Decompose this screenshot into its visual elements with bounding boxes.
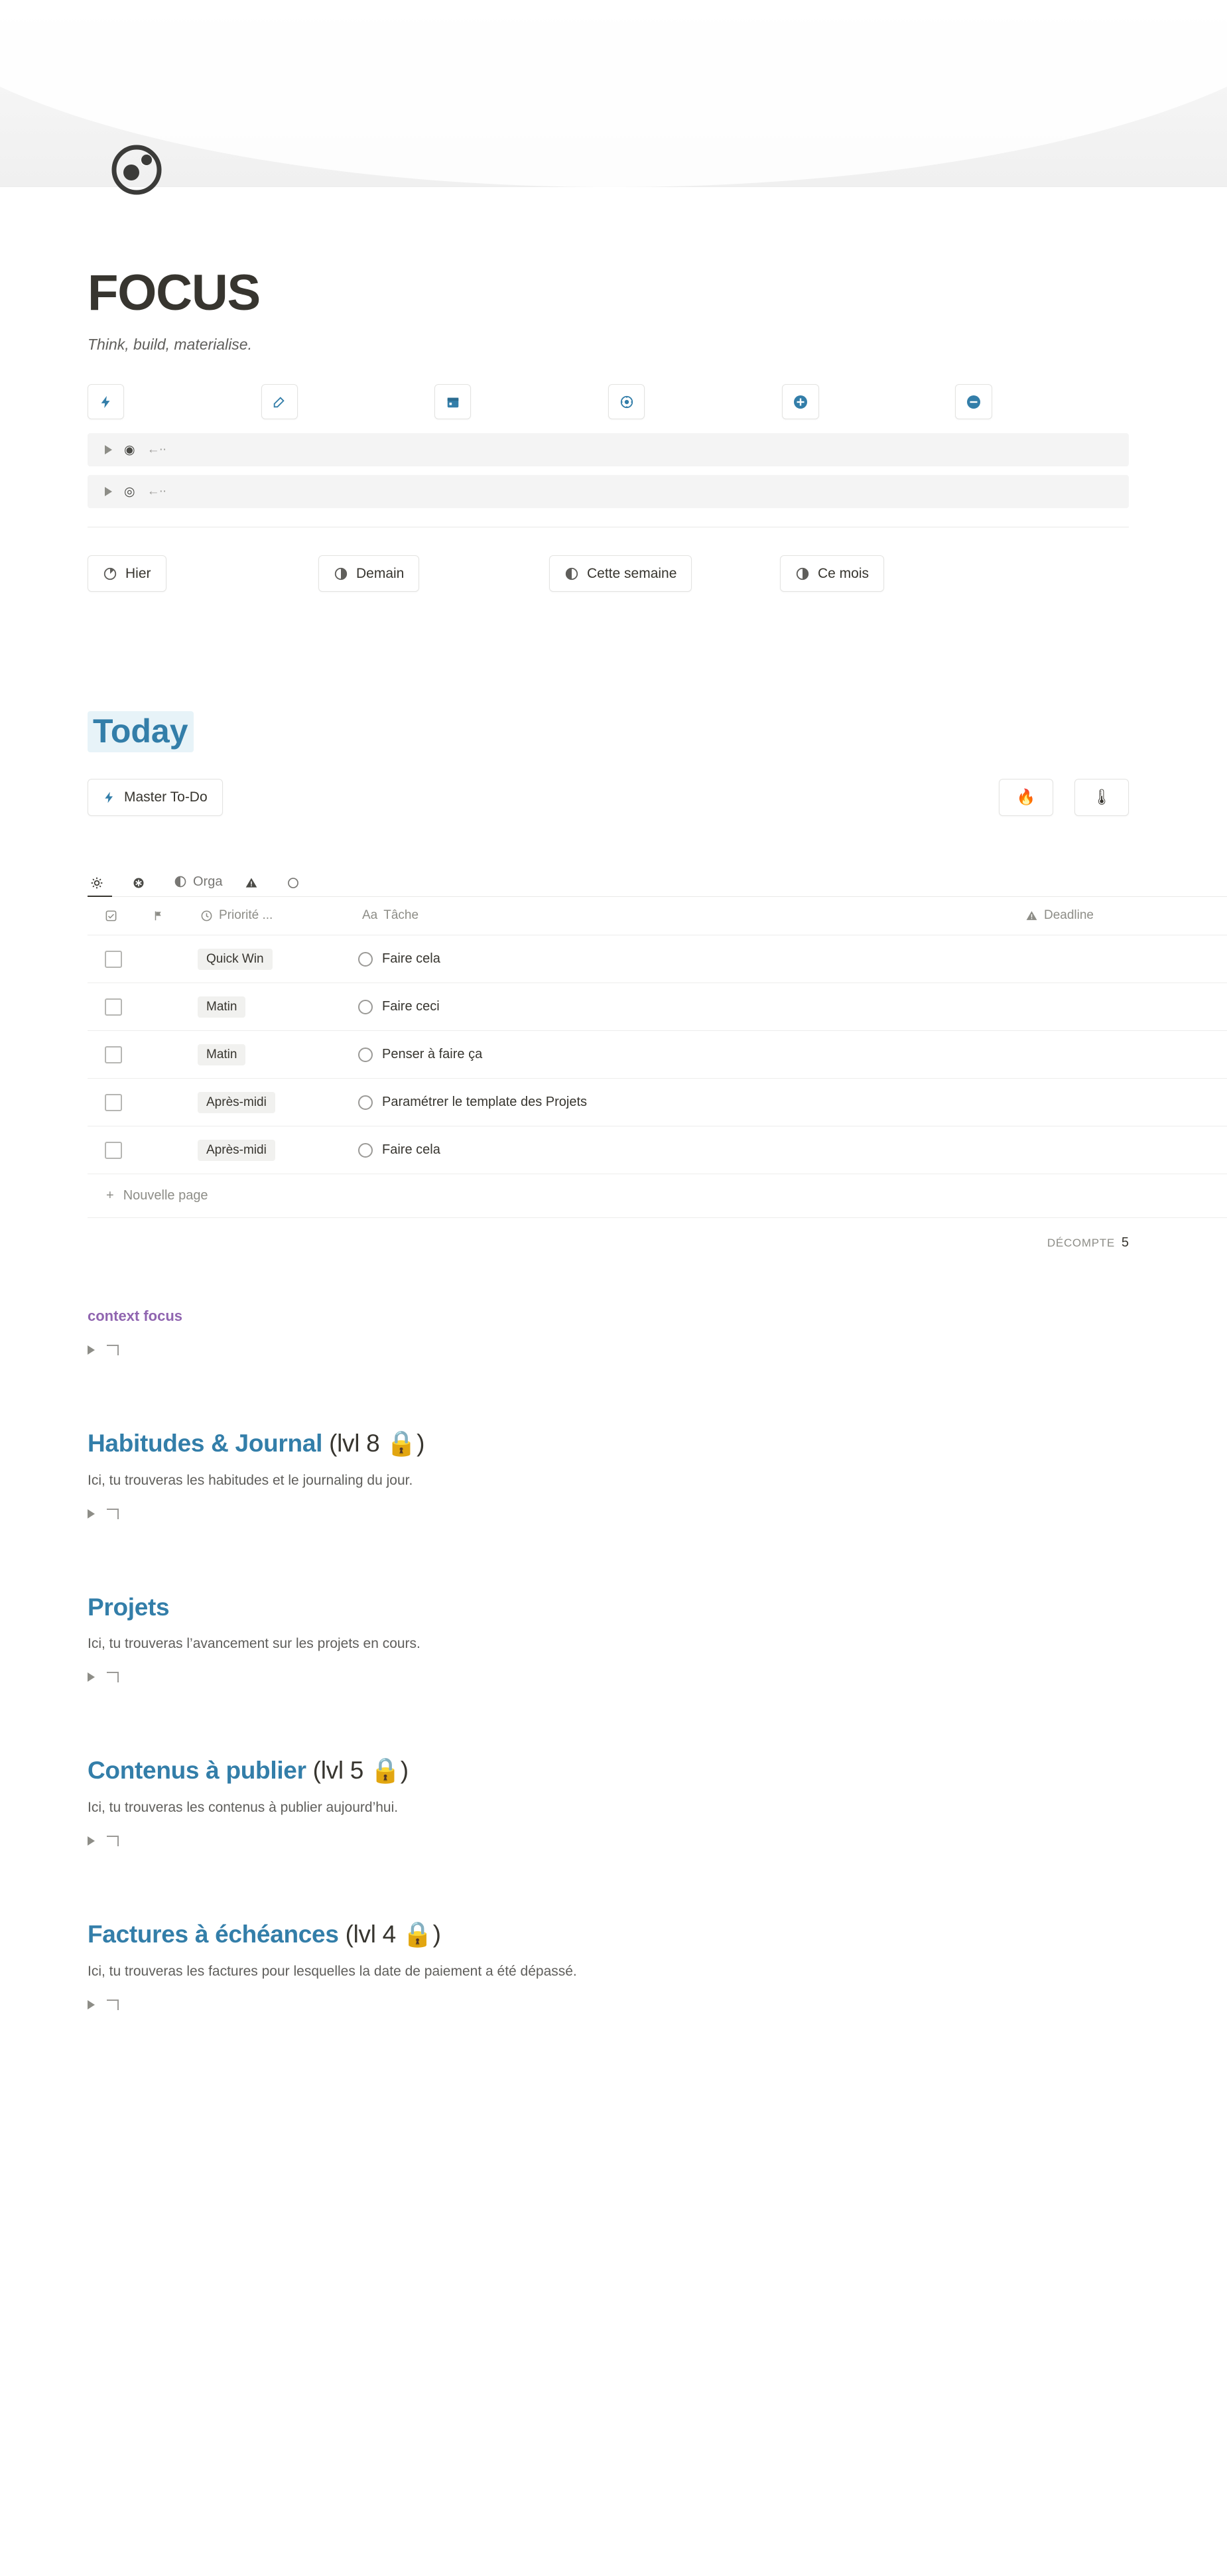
row-flag-cell[interactable] xyxy=(138,1126,183,1174)
table-row[interactable] xyxy=(88,983,1227,1031)
period-button-hier[interactable] xyxy=(88,555,166,592)
thermometer-button[interactable]: 🌡 xyxy=(1074,779,1129,816)
row-priority-cell[interactable] xyxy=(183,1079,345,1126)
page-subtitle: Think, build, materialise. xyxy=(88,336,252,353)
section-level-badge: (lvl 8 🔒) xyxy=(329,1430,425,1457)
period-label: Ce mois xyxy=(818,565,870,581)
task-title: Faire cela xyxy=(382,1142,440,1157)
tasks-table xyxy=(88,897,1227,1175)
task-title: Paramétrer le template des Projets xyxy=(382,1095,588,1109)
header-deadline[interactable] xyxy=(1008,897,1227,935)
fire-button[interactable]: 🔥 xyxy=(999,779,1053,816)
count-summary[interactable] xyxy=(88,1235,1129,1251)
section-title-text: Habitudes & Journal xyxy=(88,1430,330,1457)
row-flag-cell[interactable] xyxy=(138,935,183,983)
moon-icon xyxy=(174,875,187,888)
edit-icon xyxy=(272,395,287,409)
row-checkbox[interactable] xyxy=(105,1142,122,1159)
tab-asterisk[interactable] xyxy=(132,876,151,896)
task-title: Faire cela xyxy=(382,951,440,966)
projets-toggle[interactable] xyxy=(88,1672,1129,1682)
table-header-row xyxy=(88,897,1227,935)
target-small-icon: ◎ xyxy=(124,484,135,499)
habitudes-toggle[interactable] xyxy=(88,1509,1129,1519)
row-flag-cell[interactable] xyxy=(138,1079,183,1126)
section-title-contenus xyxy=(88,1757,1129,1785)
row-deadline-cell[interactable] xyxy=(1008,935,1227,983)
plus-circle-icon xyxy=(793,394,808,410)
corner-bracket-icon xyxy=(107,1509,119,1519)
calendar-button[interactable] xyxy=(434,384,471,419)
new-page-button[interactable] xyxy=(88,1174,1227,1218)
section-desc-habitudes: Ici, tu trouveras les habitudes et le journaling du jour. xyxy=(88,1473,413,1488)
lightning-button[interactable] xyxy=(88,384,124,419)
toolbar xyxy=(88,384,1129,419)
period-button-ce-mois[interactable] xyxy=(780,555,884,592)
minus-circle-button[interactable] xyxy=(955,384,992,419)
priority-tag: Matin xyxy=(198,996,245,1018)
header-task[interactable] xyxy=(345,897,1008,935)
header-flag[interactable] xyxy=(138,897,183,935)
section-level-badge: (lvl 5 🔒) xyxy=(312,1757,409,1784)
clock-half-icon xyxy=(795,567,810,581)
row-flag-cell[interactable] xyxy=(138,1031,183,1079)
row-checkbox-cell[interactable] xyxy=(88,1126,138,1174)
master-todo-row xyxy=(88,779,1129,816)
flag-icon xyxy=(153,910,164,922)
clock-half-icon xyxy=(564,567,579,581)
section-title-text: Contenus à publier xyxy=(88,1757,313,1784)
compass-icon xyxy=(619,395,634,409)
period-button-cette-semaine[interactable] xyxy=(549,555,692,592)
section-level-badge: (lvl 4 🔒) xyxy=(345,1921,441,1948)
chevron-right-icon[interactable] xyxy=(105,487,112,496)
period-label: Hier xyxy=(125,565,151,581)
toggle-block-1[interactable] xyxy=(88,433,1129,466)
period-label: Demain xyxy=(356,565,405,581)
tab-orga[interactable] xyxy=(174,874,222,896)
section-title-text: Projets xyxy=(88,1593,170,1621)
text-type-icon: Aa xyxy=(362,908,378,923)
period-label: Cette semaine xyxy=(587,565,677,581)
status-circle-icon xyxy=(358,952,373,967)
page-title: FOCUS xyxy=(88,265,260,321)
section-title-habitudes xyxy=(88,1430,1129,1458)
table-row[interactable] xyxy=(88,1126,1227,1174)
corner-bracket-icon xyxy=(107,1836,119,1846)
context-focus-toggle[interactable] xyxy=(88,1345,1129,1355)
sun-icon xyxy=(90,876,103,890)
status-circle-icon xyxy=(358,1000,373,1014)
page-cover xyxy=(0,0,1227,187)
header-task-label: Tâche xyxy=(383,908,419,923)
plus-icon: + xyxy=(106,1188,114,1203)
toggle-block-2[interactable] xyxy=(88,475,1129,508)
checkbox-icon xyxy=(105,910,117,922)
lightning-icon xyxy=(99,395,113,409)
row-priority-cell[interactable] xyxy=(183,1031,345,1079)
warning-icon xyxy=(1025,910,1038,922)
count-value: 5 xyxy=(1121,1235,1129,1250)
arrow-left-icon: ←·· xyxy=(147,442,166,456)
row-checkbox-cell[interactable] xyxy=(88,983,138,1031)
header-deadline-label: Deadline xyxy=(1044,908,1094,923)
section-title-factures xyxy=(88,1921,1129,1949)
target-icon[interactable] xyxy=(105,138,168,202)
row-checkbox-cell[interactable] xyxy=(88,1031,138,1079)
tab-sun[interactable] xyxy=(90,876,109,896)
priority-tag: Après-midi xyxy=(198,1092,275,1113)
row-deadline-cell[interactable] xyxy=(1008,983,1227,1031)
edit-button[interactable] xyxy=(261,384,298,419)
priority-tag: Quick Win xyxy=(198,949,273,970)
plus-circle-button[interactable] xyxy=(782,384,819,419)
row-task-cell[interactable] xyxy=(345,1079,1008,1126)
row-checkbox[interactable] xyxy=(105,1046,122,1063)
new-page-label: Nouvelle page xyxy=(123,1188,208,1203)
header-checkbox[interactable] xyxy=(88,897,138,935)
table-row[interactable] xyxy=(88,1031,1227,1079)
cover-divider xyxy=(0,186,1227,187)
row-priority-cell[interactable] xyxy=(183,1126,345,1174)
corner-bracket-icon xyxy=(107,1672,119,1682)
section-title-projets xyxy=(88,1593,1129,1621)
database-view-tabs xyxy=(88,861,1227,897)
row-task-cell[interactable] xyxy=(345,1126,1008,1174)
row-checkbox[interactable] xyxy=(105,951,122,968)
priority-tag: Après-midi xyxy=(198,1140,275,1161)
master-todo-button[interactable] xyxy=(88,779,223,816)
compass-button[interactable] xyxy=(608,384,645,419)
chevron-right-icon[interactable] xyxy=(88,1509,95,1519)
row-deadline-cell[interactable] xyxy=(1008,1079,1227,1126)
row-task-cell[interactable] xyxy=(345,935,1008,983)
chevron-right-icon[interactable] xyxy=(105,445,112,454)
today-heading: Today xyxy=(88,711,194,752)
table-row[interactable] xyxy=(88,1079,1227,1126)
factures-toggle[interactable] xyxy=(88,2000,1129,2010)
header-priority-label: Priorité ... xyxy=(219,908,273,923)
master-todo-label: Master To-Do xyxy=(124,789,208,805)
tab-warning[interactable] xyxy=(245,876,264,896)
count-label: DÉCOMPTE xyxy=(1047,1236,1115,1249)
record-icon: ◉ xyxy=(124,442,135,457)
status-circle-icon xyxy=(358,1095,373,1110)
chevron-right-icon[interactable] xyxy=(88,2000,95,2009)
tasks-database xyxy=(88,861,1227,1219)
row-priority-cell[interactable] xyxy=(183,983,345,1031)
contenus-toggle[interactable] xyxy=(88,1836,1129,1846)
chevron-right-icon[interactable] xyxy=(88,1345,95,1355)
clock-icon xyxy=(200,910,213,922)
minus-circle-icon xyxy=(966,394,982,410)
row-checkbox-cell[interactable] xyxy=(88,1079,138,1126)
task-title: Faire ceci xyxy=(382,999,440,1014)
tab-label: Orga xyxy=(193,874,223,889)
warning-icon xyxy=(245,876,258,890)
section-title-text: Factures à échéances xyxy=(88,1921,346,1948)
period-button-demain[interactable] xyxy=(318,555,419,592)
priority-tag: Matin xyxy=(198,1044,245,1065)
row-checkbox-cell[interactable] xyxy=(88,935,138,983)
row-priority-cell[interactable] xyxy=(183,935,345,983)
header-priority[interactable] xyxy=(183,897,345,935)
row-task-cell[interactable] xyxy=(345,1031,1008,1079)
task-title: Penser à faire ça xyxy=(382,1047,483,1061)
context-focus-link[interactable]: context focus xyxy=(88,1308,183,1324)
row-checkbox[interactable] xyxy=(105,1094,122,1111)
corner-bracket-icon xyxy=(107,1345,119,1355)
tab-circle[interactable] xyxy=(287,876,306,896)
lightning-icon xyxy=(103,791,116,804)
clock-quarter-icon xyxy=(103,567,117,581)
circle-icon xyxy=(287,876,300,890)
row-flag-cell[interactable] xyxy=(138,983,183,1031)
asterisk-icon xyxy=(132,876,145,890)
row-task-cell[interactable] xyxy=(345,983,1008,1031)
arrow-left-icon: ←·· xyxy=(147,484,166,498)
row-deadline-cell[interactable] xyxy=(1008,1031,1227,1079)
clock-half-icon xyxy=(334,567,348,581)
row-checkbox[interactable] xyxy=(105,998,122,1016)
chevron-right-icon[interactable] xyxy=(88,1836,95,1846)
chevron-right-icon[interactable] xyxy=(88,1672,95,1682)
section-desc-contenus: Ici, tu trouveras les contenus à publier aujourd’hui. xyxy=(88,1800,399,1815)
section-desc-projets: Ici, tu trouveras l’avancement sur les projets en cours. xyxy=(88,1636,420,1651)
table-row[interactable] xyxy=(88,935,1227,983)
status-circle-icon xyxy=(358,1048,373,1062)
period-buttons xyxy=(88,555,1129,592)
corner-bracket-icon xyxy=(107,2000,119,2010)
calendar-icon xyxy=(446,395,460,409)
row-deadline-cell[interactable] xyxy=(1008,1126,1227,1174)
status-circle-icon xyxy=(358,1143,373,1158)
section-desc-factures: Ici, tu trouveras les factures pour lesquelles la date de paiement a été dépassé. xyxy=(88,1964,577,1979)
